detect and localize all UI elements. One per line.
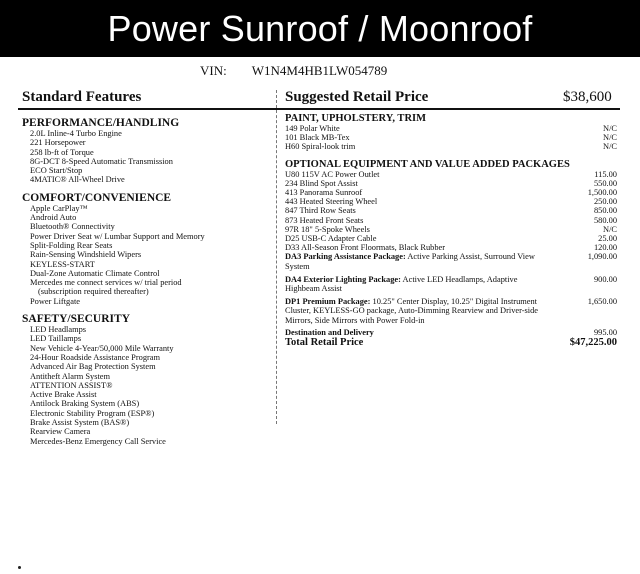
price-row (285, 243, 617, 252)
item-desc: 413 Panorama Sunroof (285, 188, 363, 198)
feature-item: Power Driver Seat w/ Lumbar Support and Memory (30, 231, 205, 241)
feature-item: 258 lb-ft of Torque (30, 147, 94, 157)
price-row (285, 216, 617, 225)
feature-item: ECO Start/Stop (30, 166, 83, 176)
package-row (285, 252, 617, 270)
package-row (285, 275, 617, 293)
item-desc: D33 All-Season Front Floormats, Black Rubber (285, 243, 446, 253)
price-row (285, 133, 617, 142)
item-price: N/C (603, 133, 617, 143)
feature-item: Antilock Braking System (ABS) (30, 399, 140, 409)
feature-item: Power Liftgate (30, 296, 81, 306)
section-title: COMFORT/CONVENIENCE (22, 191, 172, 204)
package-contents: Active LED Headlamps, Adaptive Highbeam Assist (285, 274, 518, 294)
total-label: Total Retail Price (285, 337, 364, 349)
package-contents: 10.25" Center Display, 10.25" Digital Instrument Cluster, KEYLESS-GO package, Auto-Dimming Rearview and Driver-side Mirrors, Side Mirrors with Power Fold-in (285, 297, 539, 325)
feature-item: 221 Horsepower (30, 138, 86, 148)
section-performance (22, 117, 272, 185)
item-desc: 234 Blind Spot Assist (285, 178, 358, 188)
item-desc: 97R 18" 5-Spoke Wheels (285, 224, 370, 234)
feature-item: Rain-Sensing Windshield Wipers (30, 250, 142, 260)
feature-item: Antitheft Alarm System (30, 371, 111, 381)
feature-item: Brake Assist System (BAS®) (30, 418, 130, 428)
price-row (285, 142, 617, 151)
feature-item: New Vehicle 4-Year/50,000 Mile Warranty (30, 343, 174, 353)
column-divider (276, 90, 277, 424)
item-desc: 101 Black MB-Tex (285, 133, 350, 143)
feature-item: Mercedes-Benz Emergency Call Service (30, 436, 166, 446)
feature-item: Advanced Air Bag Protection System (30, 362, 156, 372)
item-price: 115.00 (594, 169, 617, 179)
package-desc (285, 252, 563, 270)
price-row (285, 234, 617, 243)
feature-item: Android Auto (30, 213, 77, 223)
header-rule (18, 108, 620, 110)
item-price: N/C (603, 124, 617, 133)
feature-item: LED Headlamps (30, 325, 87, 335)
price-column (285, 113, 617, 348)
item-price: 580.00 (593, 215, 617, 225)
package-price: 1,650.00 (587, 297, 617, 307)
item-desc: D25 USB-C Adapter Cable (285, 234, 377, 244)
item-desc: U80 115V AC Power Outlet (285, 169, 380, 179)
feature-item: KEYLESS-START (30, 259, 95, 269)
base-price: $38,600 (563, 89, 612, 105)
feature-item: 4MATIC® All-Wheel Drive (30, 175, 125, 185)
package-desc (285, 297, 563, 325)
feature-item: Mercedes me connect services w/ trial period (30, 278, 182, 288)
optional-section-title: OPTIONAL EQUIPMENT AND VALUE ADDED PACKAGES (285, 158, 570, 170)
paint-section-title: PAINT, UPHOLSTERY, TRIM (285, 113, 427, 124)
section-title: SAFETY/SECURITY (22, 313, 130, 326)
price-row (285, 206, 617, 215)
standard-features-header: Standard Features (22, 89, 142, 105)
price-row (285, 188, 617, 197)
package-code: DP1 Premium Package: (285, 297, 371, 307)
package-code: DA3 Parking Assistance Package: (285, 252, 406, 262)
feature-item: Apple CarPlay™ (30, 203, 88, 213)
vin-label: VIN: (200, 63, 227, 78)
item-price: 120.00 (593, 243, 617, 253)
section-title: PERFORMANCE/HANDLING (22, 117, 180, 129)
item-desc: 873 Heated Front Seats (285, 215, 364, 225)
destination-row (285, 328, 617, 337)
feature-item: 2.0L Inline-4 Turbo Engine (30, 129, 122, 138)
item-price: 250.00 (593, 197, 617, 207)
package-desc (285, 275, 563, 293)
feature-item: 24-Hour Roadside Assistance Program (30, 352, 161, 362)
destination-price: 995.00 (593, 327, 617, 337)
item-desc: 847 Third Row Seats (285, 206, 356, 216)
price-row (285, 124, 617, 133)
package-row (285, 297, 617, 325)
feature-item: Split-Folding Rear Seats (30, 240, 113, 250)
item-desc: 443 Heated Steering Wheel (285, 197, 378, 207)
banner-title: Power Sunroof / Moonroof (107, 7, 533, 49)
total-price: $47,225.00 (569, 337, 617, 349)
section-safety (22, 313, 272, 446)
item-price: 550.00 (593, 178, 617, 188)
item-price: 850.00 (593, 206, 617, 216)
feature-item: Rearview Camera (30, 427, 91, 437)
standard-features-column (22, 115, 272, 446)
item-price: 25.00 (598, 234, 617, 244)
price-row (285, 225, 617, 234)
vin-line (200, 63, 387, 79)
feature-item: (subscription required thereafter) (38, 287, 149, 297)
price-row (285, 179, 617, 188)
price-row (285, 197, 617, 206)
item-desc: H60 Spiral-look trim (285, 142, 356, 152)
feature-item: LED Taillamps (30, 334, 82, 344)
feature-item: Active Brake Assist (30, 390, 97, 400)
destination-desc: Destination and Delivery (285, 327, 374, 337)
page-speck (18, 566, 21, 569)
package-contents: Active Parking Assist, Surround View System (285, 252, 535, 271)
total-row (285, 337, 617, 348)
feature-item: ATTENTION ASSIST® (30, 380, 113, 390)
item-desc: 149 Polar White (285, 124, 340, 133)
title-banner (0, 0, 640, 57)
feature-item: Dual-Zone Automatic Climate Control (30, 268, 160, 278)
feature-item: 8G-DCT 8-Speed Automatic Transmission (30, 156, 173, 166)
feature-item: Electronic Stability Program (ESP®) (30, 408, 155, 418)
suggested-price-header: Suggested Retail Price (285, 89, 429, 105)
package-price: 1,090.00 (587, 252, 617, 262)
feature-item: Bluetooth® Connectivity (30, 222, 115, 232)
vin-value: W1N4M4HB1LW054789 (251, 63, 388, 78)
item-price: 1,500.00 (587, 188, 617, 198)
package-code: DA4 Exterior Lighting Package: (285, 274, 401, 284)
item-price: N/C (603, 224, 617, 234)
item-price: N/C (603, 142, 617, 152)
price-row (285, 170, 617, 179)
section-comfort (22, 192, 272, 306)
package-price: 900.00 (593, 274, 617, 284)
